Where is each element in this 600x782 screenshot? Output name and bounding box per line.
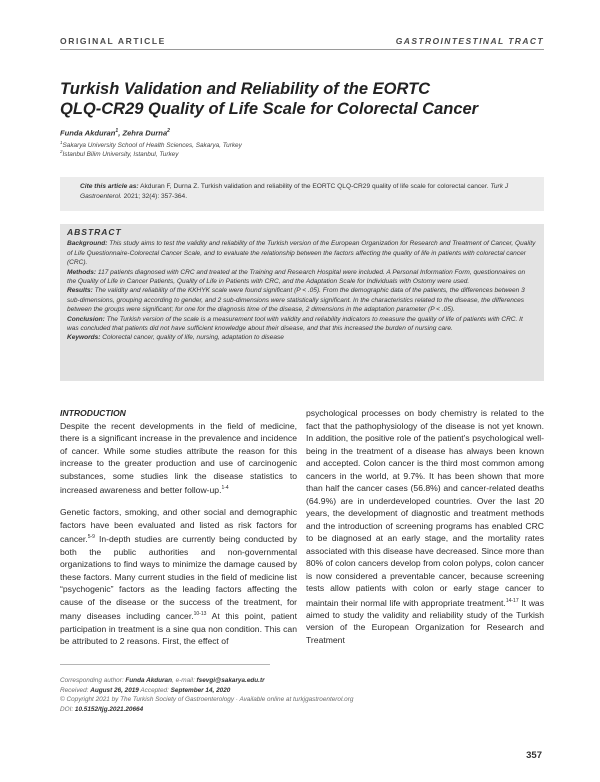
intro-paragraph-3a: psychological processes on body chemistry is related to the fact that the pathophysiology of the disease is not yet known. In addition, the positive role of the patient’s psychological well-being in the treatment of a disease has always been known and accepted. Colon cancer is the third most common among cancers in the world, at 9.7%. It has been shown that more than half the cancer cases (56.8%) and cancer-related deaths (64.9%) are in underdeveloped countries. Over the last 20 years, the development of diagnostic and treatment methods and the introduction of screening programs has enabled CRC to be diagnosed at an early stage, and the mortality rates associated with this disease have decreased. Since more than 80% of colon cancers develop from colon polyps, colon cancer is now considered a preventable cancer, because screening tests allow patients with colon or early stage cancer to maintain their normal life with appropriate treatment. xyxy=(306,408,544,608)
author-separator: , xyxy=(118,128,123,138)
keywords-text: Colorectal cancer, quality of life, nursing, adaptation to disease xyxy=(100,334,284,342)
accepted-label: Accepted: xyxy=(138,686,171,694)
intro-paragraph-1 xyxy=(60,420,297,497)
abstract-box xyxy=(60,224,544,381)
affiliation-1-text: Sakarya University School of Health Sciences, Sakarya, Turkey xyxy=(62,142,242,150)
intro-paragraph-2c: At this point, patient participation in treatment is a sine qua non condition. This can be attributed to 2 reasons. First, the effect of xyxy=(60,611,297,647)
affiliation-2-number: 2 xyxy=(60,149,63,154)
corresponding-label: Corresponding author: xyxy=(60,677,126,684)
intro-paragraph-1-text: Despite the recent developments in the field of medicine, there is a significant increase in the prevalence and incidence of cancer. While some studies attribute the reason for this increase to the greater production and use of carcinogenic substances, some studies link the disease statistics to increased awareness and better follow-up. xyxy=(60,420,297,495)
corresponding-name: Funda Akduran xyxy=(125,677,173,684)
conclusion-label: Conclusion: xyxy=(67,315,105,323)
header-divider xyxy=(60,49,544,50)
intro-paragraph-3 xyxy=(306,407,544,646)
intro-paragraph-2a: Genetic factors, smoking, and other social and demographic factors have been evaluated and listed as risk factors for cancer. xyxy=(60,507,297,545)
citation-box xyxy=(60,177,544,211)
dates-line xyxy=(60,686,353,696)
title-line-1: Turkish Validation and Reliability of the EORTC xyxy=(60,80,431,98)
received-label: Received: xyxy=(60,686,91,694)
doi-label: DOI: xyxy=(60,705,75,713)
affiliation-1-number: 1 xyxy=(60,140,63,145)
received-date: August 26, 2019 xyxy=(90,686,139,694)
doi-line xyxy=(60,705,353,715)
accepted-date: September 14, 2020 xyxy=(170,686,231,694)
journal-section-label: GASTROINTESTINAL TRACT xyxy=(395,36,544,46)
results-text: The validity and reliability of the KKHYK scale were found significant (P < .05). From the demographic data of the patients, the differences between 3 sub-dimensions, grouping according to gender, and 2 sub-dimensions were statistically significant. In the characteristics related to the disease, the differences between the groups were significant; for one for the diagnosis time of the disease, 2 dimensions in the adaptation parameter (P < .05). xyxy=(67,287,525,314)
footnote-divider xyxy=(60,664,270,665)
abstract-methods xyxy=(67,268,536,287)
email-label: , e-mail: xyxy=(172,677,197,684)
abstract-background xyxy=(67,239,536,267)
citation-ref-3: 10-13 xyxy=(193,611,207,618)
footnotes xyxy=(60,676,353,714)
results-label: Results: xyxy=(67,287,93,295)
affiliation-2-text: Istanbul Bilim University, Istanbul, Turkey xyxy=(62,151,179,159)
article-title xyxy=(60,79,540,119)
title-line-2: QLQ-CR29 Quality of Life Scale for Colorectal Cancer xyxy=(60,100,479,118)
doi-link[interactable]: 10.5152/tjg.2021.20664 xyxy=(74,705,144,713)
introduction-heading: INTRODUCTION xyxy=(60,408,126,418)
copyright-line: © Copyright 2021 by The Turkish Society of Gastroenterology · Available online at turkjgastroenterol.org xyxy=(60,696,354,704)
abstract-title: ABSTRACT xyxy=(67,227,122,237)
affiliation-2 xyxy=(60,149,178,158)
citation-ref-2: 5-9 xyxy=(87,534,95,541)
affiliation-1 xyxy=(60,140,242,149)
abstract-conclusion xyxy=(67,315,536,334)
citation-ref-1: 1-4 xyxy=(221,485,229,491)
citation-label: Cite this article as: xyxy=(80,183,139,190)
intro-paragraph-2b: In-depth studies are currently being conducted by both the public authorities and non-governmental organizations to find ways to minimize the damage caused by these factors. Many current studies in the field of medicine list “psychogenic” factors as the leading factors affecting the cause of the disease or the success of the treatment, for many diseases including cancer. xyxy=(60,534,297,622)
abstract-results xyxy=(67,286,536,314)
author-1: Funda Akduran xyxy=(60,128,116,138)
citation-ref: 2021; 32(4): 357-364. xyxy=(121,193,188,200)
page-number: 357 xyxy=(526,750,542,761)
methods-text: 117 patients diagnosed with CRC and treated at the Training and Research Hospital were included. A Personal Information Form, questionnaires on the Quality of Life in Cancer Patients, Quality of Life in Patients with CRC, and the Adaptation Scale for Individuals with Ostomy were used. xyxy=(67,268,526,286)
citation-ref-4: 14-17 xyxy=(505,597,519,604)
body-column-right xyxy=(306,407,544,656)
body-column-left xyxy=(60,407,297,658)
author-2: Zehra Durna xyxy=(122,128,168,138)
background-text: This study aims to test the validity and reliability of the Turkish version of the European Organization for Research and Treatment of Cancer, Quality of Life Questionnaire-Colorectal Cancer Scale, and to evaluate the relationship between the factors affecting the quality of life in patients with colorectal cancer (CRC). xyxy=(67,240,536,267)
conclusion-text: The Turkish version of the scale is a measurement tool with validity and reliability indicators to measure the quality of life of patients with CRC. It was concluded that patients did not have sufficient knowledge about their disease, and that this increased the burden of nursing care. xyxy=(67,315,523,333)
author-list xyxy=(60,128,170,138)
email-link[interactable]: fsevgi@sakarya.edu.tr xyxy=(196,677,265,684)
author-1-affiliation: 1 xyxy=(115,128,119,134)
intro-paragraph-3b: It was aimed to study the validity and reliability study of the Turkish version of the European Organization for Research and Treatment xyxy=(306,597,544,645)
corresponding-author-line xyxy=(60,676,353,686)
abstract-keywords xyxy=(67,333,536,342)
article-type-label: ORIGINAL ARTICLE xyxy=(60,36,166,46)
author-2-affiliation: 2 xyxy=(167,128,170,134)
intro-paragraph-2 xyxy=(60,506,297,647)
citation-text: Akduran F, Durna Z. Turkish validation and reliability of the EORTC QLQ-CR29 quality of life scale for colorectal cancer. xyxy=(138,183,491,190)
keywords-label: Keywords: xyxy=(67,334,101,342)
background-label: Background: xyxy=(67,240,108,248)
citation-journal: Turk J Gastroenterol. xyxy=(80,183,509,200)
methods-label: Methods: xyxy=(67,268,97,276)
